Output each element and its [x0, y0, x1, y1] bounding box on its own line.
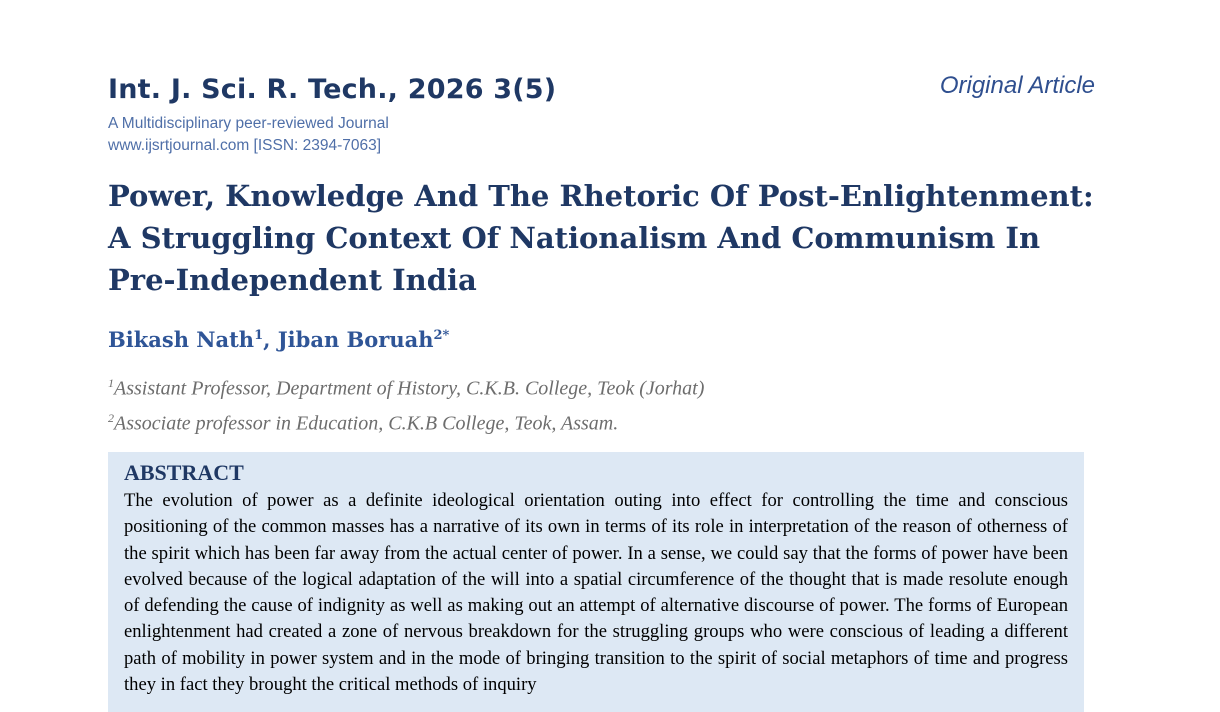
journal-info [108, 113, 389, 157]
affiliation-line [108, 369, 704, 404]
journal-website[interactable]: www.ijsrtjournal.com [ISSN: 2394-7063] [108, 137, 382, 154]
author-separator: , [263, 327, 278, 352]
author-affiliation-mark: 1 [254, 328, 264, 343]
abstract-section [108, 452, 1084, 712]
affiliation-list [108, 369, 704, 438]
affiliation-number: 1 [108, 376, 114, 390]
article-type-label: Original Article [939, 72, 1095, 99]
journal-tagline: A Multidisciplinary peer-reviewed Journal [108, 115, 389, 132]
abstract-text: The evolution of power as a definite ideological orientation outing into effect for controlling the time and conscious positioning of the common masses has a narrative of its own in terms of its role in interpretation of the reason of otherness of the spirit which has been far away from the actual center of power. In a sense, we could say that the forms of power have been evolved because of the logical adaptation of the will into a spatial circumference of the thought that is made resolute enough of defending the cause of indignity as well as making out an attempt of alternative discourse of power. The forms of European enlightenment had created a zone of nervous breakdown for the struggling groups who were conscious of leading a different path of mobility in power system and in the mode of bringing transition to the spirit of social metaphors of time and progress they in fact they brought the critical methods of inquiry [124, 490, 1068, 696]
author-affiliation-mark: 2* [433, 328, 450, 343]
abstract-heading: ABSTRACT [124, 460, 244, 485]
author-name: Jiban Boruah [277, 327, 434, 352]
author-name: Bikash Nath [108, 327, 255, 352]
affiliation-text: Associate professor in Education, C.K.B College, Teok, Assam. [114, 412, 619, 435]
affiliation-line [108, 404, 704, 439]
paper-title: Power, Knowledge And The Rhetoric Of Post-Enlightenment: A Struggling Context Of Nationalism And Communism In Pre-Independent India [108, 179, 1094, 297]
affiliation-text: Assistant Professor, Department of History, C.K.B. College, Teok (Jorhat) [114, 377, 705, 400]
affiliation-number: 2 [108, 410, 114, 425]
journal-title: Int. J. Sci. R. Tech., 2026 3(5) [108, 74, 557, 105]
author-list [108, 327, 449, 352]
